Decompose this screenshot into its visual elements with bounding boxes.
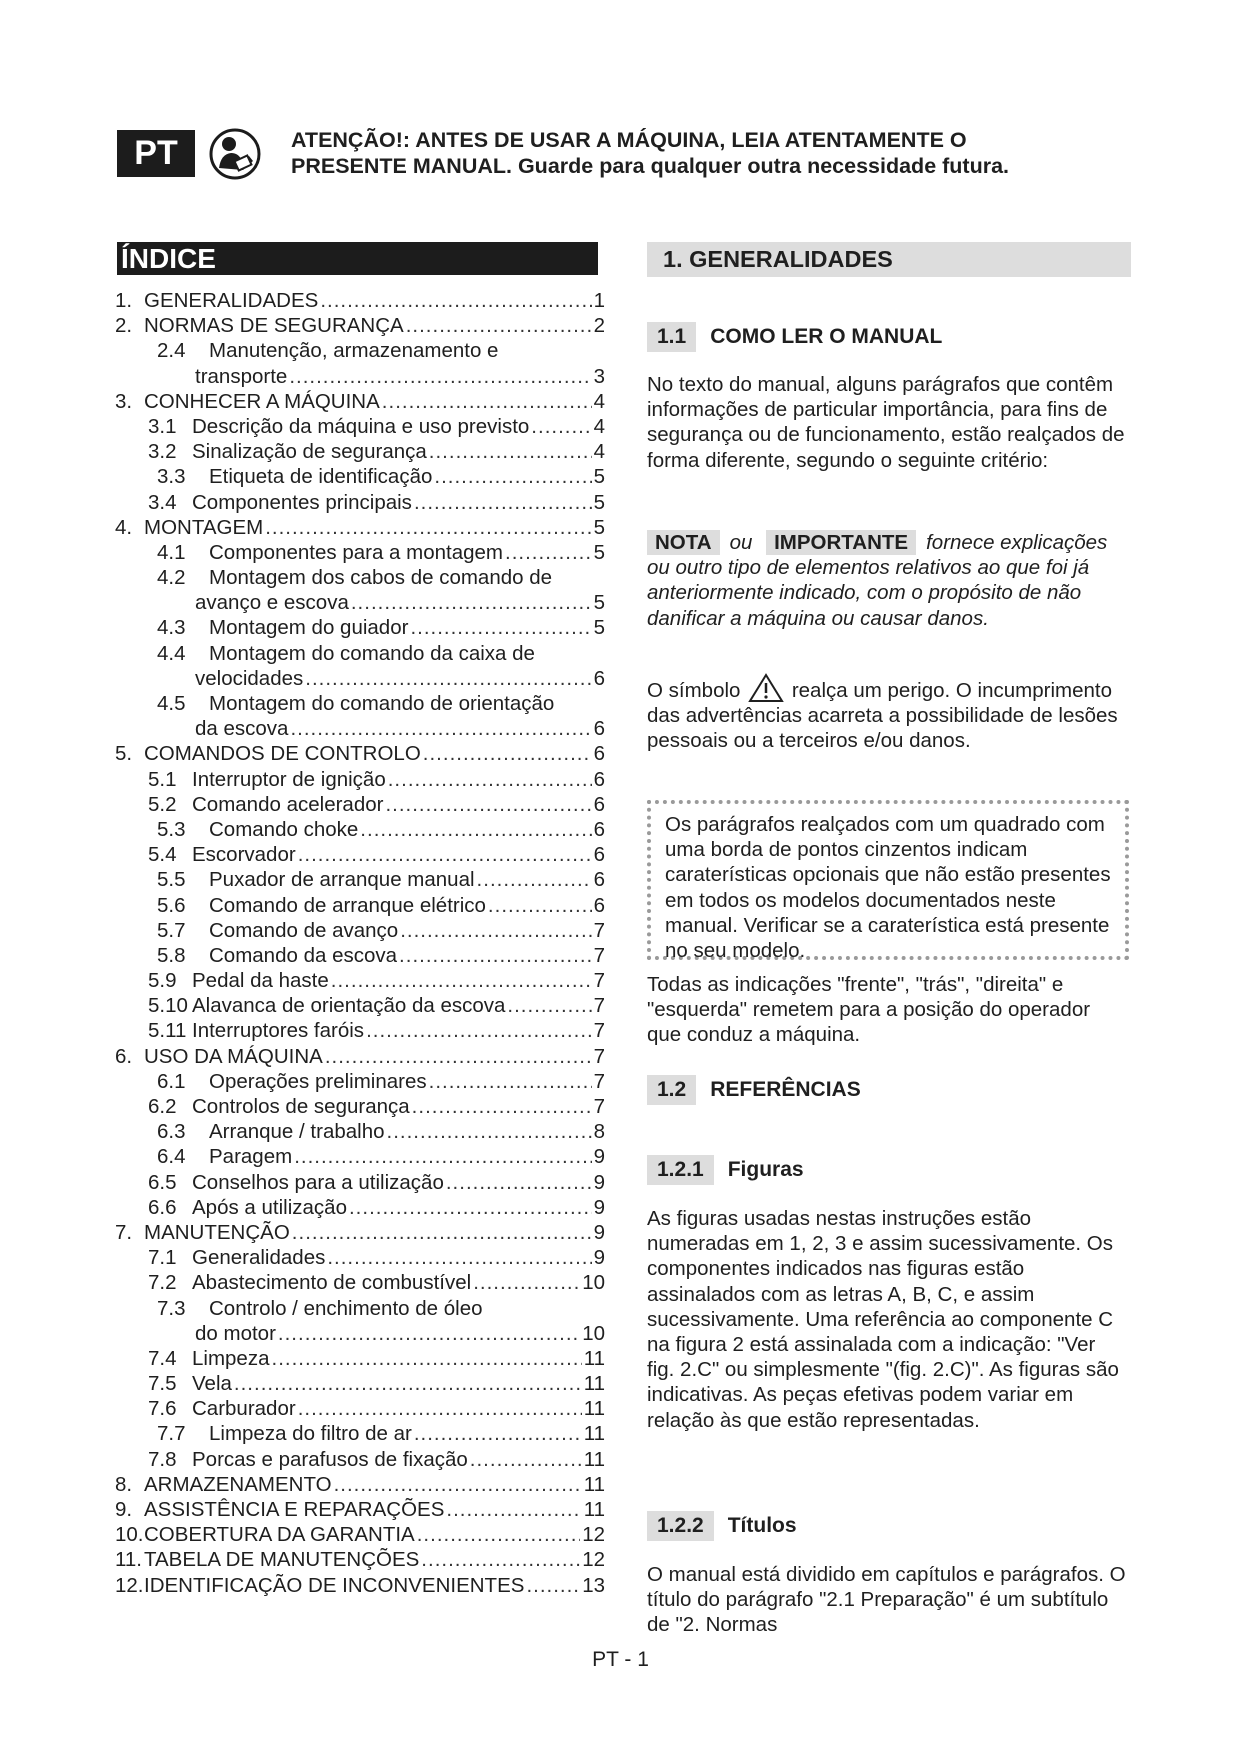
toc-leader-dots: [349, 1195, 592, 1220]
language-badge: PT: [117, 130, 195, 177]
toc-entry-page: 8: [593, 1120, 605, 1144]
toc-entry-title: Pedal da haste: [192, 969, 329, 993]
toc-entry: [115, 691, 605, 716]
toc-entry-number: 8.: [115, 1472, 133, 1496]
toc-entry-number: 7.1: [148, 1246, 177, 1270]
toc-entry-title: Sinalização de segurança: [192, 440, 427, 464]
toc-leader-dots: [410, 615, 591, 640]
warning-line-2: PRESENTE MANUAL. Guarde para qualquer outra necessidade futura.: [291, 154, 1010, 178]
subsection-title: Figuras: [727, 1158, 804, 1181]
toc-leader-dots: [298, 1396, 582, 1421]
toc-entry-page: 9: [593, 1145, 605, 1169]
toc-entry-page: 3: [593, 364, 605, 388]
toc-entry-title: Montagem dos cabos de comando de: [209, 566, 553, 590]
toc-leader-dots: [434, 464, 591, 489]
toc-entry-number: 2.: [115, 314, 133, 338]
toc-entry-number: 10.: [115, 1523, 144, 1547]
toc-entry-page: 5: [593, 591, 605, 615]
toc-entry: [115, 1144, 605, 1169]
toc-leader-dots: [417, 1522, 580, 1547]
warning-notice: [291, 127, 1091, 179]
toc-leader-dots: [305, 666, 591, 691]
toc-entry: [115, 288, 605, 313]
toc-leader-dots: [334, 1472, 582, 1497]
toc-leader-dots: [406, 313, 592, 338]
toc-entry-title: Descrição da máquina e uso previsto: [192, 414, 530, 438]
subsection-title: Títulos: [727, 1514, 797, 1537]
toc-entry-number: 7.7: [157, 1422, 186, 1446]
toc-entry-title: Operações preliminares: [209, 1069, 427, 1093]
toc-leader-dots: [429, 1069, 592, 1094]
toc-entry-number: 6.2: [148, 1095, 177, 1118]
toc-entry-title: Etiqueta de identificação: [209, 465, 433, 489]
toc-leader-dots: [421, 1547, 580, 1572]
toc-leader-dots: [385, 792, 591, 817]
toc-entry-number: 5.2: [148, 792, 177, 816]
toc-entry-title: transporte: [195, 364, 288, 388]
toc-entry-title: avanço e escova: [195, 591, 349, 615]
toc-entry-number: 5.3: [157, 817, 186, 841]
toc-leader-dots: [298, 842, 592, 867]
toc-entry-page: 4: [593, 414, 605, 438]
toc-entry-page: 7: [593, 1044, 605, 1068]
toc-leader-dots: [446, 1170, 592, 1195]
toc-entry-page: 4: [593, 440, 605, 464]
toc-entry-number: 4.2: [157, 566, 186, 590]
subsection-number: 1.1: [647, 322, 696, 352]
toc-entry-title: MANUTENÇÃO: [144, 1220, 290, 1244]
toc-entry: [115, 943, 605, 968]
toc-entry: [115, 1195, 605, 1220]
toc-leader-dots: [382, 389, 592, 414]
toc-entry-title: Comando de arranque elétrico: [209, 893, 486, 917]
toc-leader-dots: [477, 867, 592, 892]
optional-feature-text: Os parágrafos realçados com um quadrado com uma borda de pontos cinzentos indicam caraterísticas opcionais que não estão presentes em todos os modelos documentados neste manual. Verificar se a caraterística está presente no seu modelo.: [665, 813, 1111, 963]
toc-entry: [115, 1270, 605, 1295]
toc-entry-page: 5: [593, 540, 605, 564]
subsection-title: REFERÊNCIAS: [710, 1078, 861, 1101]
toc-entry: [115, 842, 605, 867]
toc-entry-page: 6: [593, 817, 605, 841]
toc-entry-number: 5.4: [148, 843, 177, 867]
toc-leader-dots: [360, 817, 591, 842]
toc-entry-title: USO DA MÁQUINA: [144, 1044, 323, 1068]
toc-entry: [115, 792, 605, 817]
toc-entry: [115, 993, 605, 1018]
toc-entry-page: 12: [582, 1548, 605, 1572]
subsection-heading-1-2-2: [647, 1511, 797, 1541]
toc-entry-page: 11: [583, 1447, 605, 1471]
titles-paragraph: O manual está dividido em capítulos e parágrafos. O título do parágrafo "2.1 Preparação" é um subtítulo de "2. Normas: [647, 1563, 1126, 1637]
toc-entry-number: 3.: [115, 389, 133, 413]
toc-entry-page: 5: [593, 490, 605, 514]
toc-entry-number: 5.11: [148, 1019, 187, 1043]
subsection-title: COMO LER O MANUAL: [710, 325, 943, 348]
toc-entry-title: COBERTURA DA GARANTIA: [144, 1523, 415, 1547]
toc-entry: [115, 1321, 605, 1346]
toc-entry-title: Manutenção, armazenamento e: [209, 339, 499, 363]
note-paragraph: [647, 530, 1127, 631]
toc-entry: [115, 1220, 605, 1245]
toc-entry: [115, 918, 605, 943]
toc-entry-page: 5: [593, 515, 605, 539]
toc-entry-page: 6: [593, 666, 605, 690]
toc-entry-page: 10: [582, 1271, 605, 1295]
toc-entry-number: 3.2: [148, 440, 177, 464]
toc-entry-number: 12.: [115, 1573, 144, 1597]
toc-entry-title: Limpeza: [192, 1346, 270, 1370]
toc-entry: [115, 716, 605, 741]
toc-entry-number: 5.10: [148, 994, 188, 1018]
toc-entry: [115, 1119, 605, 1144]
toc-entry-number: 9.: [115, 1498, 133, 1521]
toc-leader-dots: [400, 918, 591, 943]
toc-entry-number: 6.6: [148, 1195, 177, 1219]
subsection-number: 1.2.1: [647, 1155, 714, 1185]
toc-leader-dots: [470, 1447, 582, 1472]
toc-leader-dots: [423, 741, 592, 766]
toc-entry-page: 5: [593, 616, 605, 640]
toc-entry-number: 4.1: [157, 540, 186, 564]
toc-leader-dots: [290, 716, 591, 741]
toc-entry: [115, 767, 605, 792]
toc-entry-page: 6: [593, 843, 605, 867]
toc-entry: [115, 666, 605, 691]
table-of-contents: [115, 288, 605, 1598]
subsection-heading-1-1: [647, 322, 942, 352]
toc-entry: [115, 1296, 605, 1321]
subsection-heading-1-2-1: [647, 1155, 804, 1185]
toc-entry-title: TABELA DE MANUTENÇÕES: [144, 1548, 420, 1572]
toc-entry-page: 12: [582, 1523, 605, 1547]
toc-entry-title: GENERALIDADES: [144, 289, 319, 312]
toc-entry-page: 6: [593, 868, 605, 892]
toc-entry: [115, 389, 605, 414]
toc-entry: [115, 515, 605, 540]
toc-leader-dots: [234, 1371, 582, 1396]
toc-entry-page: 9: [593, 1220, 605, 1244]
toc-entry-title: Alavanca de orientação da escova: [192, 994, 506, 1018]
subsection-number: 1.2: [647, 1075, 696, 1105]
symbol-text-after: realça um perigo. O incumprimento das advertências acarreta a possibilidade de lesões pessoais ou a terceiros e/ou danos.: [647, 679, 1118, 753]
toc-entry: [115, 439, 605, 464]
toc-leader-dots: [289, 364, 591, 389]
toc-entry: [115, 867, 605, 892]
toc-entry: [115, 590, 605, 615]
toc-entry-number: 4.5: [157, 692, 186, 715]
toc-leader-dots: [366, 1018, 592, 1043]
toc-entry-page: 11: [583, 1472, 605, 1496]
toc-entry-title: Controlos de segurança: [192, 1095, 410, 1118]
toc-leader-dots: [505, 540, 592, 565]
toc-entry: [115, 1396, 605, 1421]
toc-entry-number: 7.3: [157, 1296, 186, 1320]
toc-entry-title: do motor: [195, 1321, 276, 1345]
toc-entry-title: Montagem do guiador: [209, 616, 409, 640]
toc-entry-title: Conselhos para a utilização: [192, 1170, 444, 1194]
subsection-number: 1.2.2: [647, 1511, 714, 1541]
toc-entry: [115, 1472, 605, 1497]
toc-entry: [115, 1094, 605, 1119]
toc-entry-title: Comando choke: [209, 817, 359, 841]
toc-entry-page: 10: [582, 1321, 605, 1345]
ou-word: ou: [729, 531, 753, 554]
toc-entry-page: 2: [593, 314, 605, 338]
importante-tag: IMPORTANTE: [766, 530, 916, 555]
toc-entry: [115, 1547, 605, 1572]
toc-entry-number: 5.: [115, 742, 133, 766]
toc-entry-title: ARMAZENAMENTO: [144, 1472, 332, 1496]
toc-entry: [115, 615, 605, 640]
toc-entry: [115, 893, 605, 918]
toc-entry-page: 11: [583, 1397, 605, 1421]
toc-entry-page: 7: [593, 1019, 605, 1043]
toc-entry-page: 7: [593, 943, 605, 967]
section-title: 1. GENERALIDADES: [647, 242, 1131, 277]
toc-entry-title: velocidades: [195, 666, 304, 690]
toc-entry-number: 5.7: [157, 918, 186, 942]
page-number: PT - 1: [592, 1648, 649, 1671]
subsection-heading-1-2: [647, 1075, 861, 1105]
warning-line-1: ATENÇÃO!: ANTES DE USAR A MÁQUINA, LEIA ATENTAMENTE O: [291, 128, 967, 152]
toc-entry: [115, 817, 605, 842]
figures-paragraph: As figuras usadas nestas instruções estão numeradas em 1, 2, 3 e assim sucessivamente. Os componentes indicados nas figuras estão assinalados com as letras A, B, C, e assim sucessivamente. Uma referência ao componente C na figura 2 está assinalada com a indicação: "Ver fig. 2.C" ou simplesmente "(fig. 2.C)". As figuras são indicativas. As peças efetivas podem variar em relação às que estão representadas.: [647, 1207, 1119, 1432]
reader-icon: [209, 128, 261, 180]
symbol-text-before: O símbolo: [647, 679, 741, 702]
toc-entry-number: 4.3: [157, 616, 186, 640]
toc-entry-number: 3.4: [148, 490, 177, 514]
toc-leader-dots: [387, 1119, 592, 1144]
toc-entry-title: da escova: [195, 717, 289, 741]
toc-entry: [115, 540, 605, 565]
toc-entry: [115, 641, 605, 666]
toc-entry-number: 4.4: [157, 641, 186, 665]
toc-entry-page: 11: [583, 1346, 605, 1370]
toc-entry-page: 7: [593, 918, 605, 942]
toc-entry-page: 6: [593, 893, 605, 917]
toc-entry: [115, 1421, 605, 1446]
toc-leader-dots: [272, 1346, 582, 1371]
toc-entry-number: 6.4: [157, 1145, 186, 1169]
toc-entry-page: 5: [593, 465, 605, 489]
toc-entry-number: 5.1: [148, 767, 177, 791]
toc-entry-page: 11: [583, 1372, 605, 1396]
toc-leader-dots: [507, 993, 591, 1018]
toc-entry-title: Interruptor de ignição: [192, 767, 386, 791]
toc-entry-number: 2.4: [157, 339, 186, 363]
toc-entry-title: Componentes para a montagem: [209, 540, 504, 564]
toc-entry-number: 3.3: [157, 465, 186, 489]
toc-entry: [115, 1346, 605, 1371]
toc-entry-title: COMANDOS DE CONTROLO: [144, 742, 421, 766]
toc-leader-dots: [388, 767, 592, 792]
toc-entry-title: CONHECER A MÁQUINA: [144, 389, 380, 413]
toc-leader-dots: [414, 490, 592, 515]
toc-entry: [115, 464, 605, 489]
toc-entry: [115, 1497, 605, 1522]
toc-entry: [115, 1447, 605, 1472]
index-title: ÍNDICE: [117, 242, 598, 275]
toc-entry-title: NORMAS DE SEGURANÇA: [144, 314, 404, 338]
orientation-paragraph: Todas as indicações "frente", "trás", "direita" e "esquerda" remetem para a posição do operador que conduz a máquina.: [647, 973, 1091, 1047]
hazard-symbol-paragraph: [647, 673, 1127, 754]
toc-entry-title: Montagem do comando de orientação: [209, 692, 555, 715]
toc-leader-dots: [327, 1245, 591, 1270]
toc-entry-page: 7: [593, 1069, 605, 1093]
toc-entry: [115, 741, 605, 766]
toc-entry-page: 9: [593, 1195, 605, 1219]
toc-leader-dots: [351, 590, 592, 615]
toc-entry-title: Após a utilização: [192, 1195, 347, 1219]
toc-entry: [115, 338, 605, 363]
toc-entry: [115, 364, 605, 389]
toc-leader-dots: [414, 1421, 582, 1446]
toc-entry-number: 6.1: [157, 1069, 186, 1093]
toc-entry-number: 6.5: [148, 1170, 177, 1194]
toc-entry-title: Componentes principais: [192, 490, 412, 514]
note-text: fornece explicações ou outro tipo de elementos relativos ao que foi já anteriormente indicado, com o propósito de não danificar a máquina ou causar danos.: [647, 531, 1108, 630]
toc-entry-number: 11.: [115, 1548, 142, 1572]
toc-entry: [115, 1069, 605, 1094]
toc-leader-dots: [320, 288, 591, 313]
toc-entry-number: 5.5: [157, 868, 186, 892]
toc-leader-dots: [325, 1044, 592, 1069]
toc-entry-title: Escorvador: [192, 843, 296, 867]
toc-leader-dots: [412, 1094, 592, 1119]
toc-entry-page: 4: [593, 389, 605, 413]
toc-entry: [115, 565, 605, 590]
toc-entry-number: 6.3: [157, 1120, 186, 1144]
toc-leader-dots: [265, 515, 591, 540]
toc-entry-title: ASSISTÊNCIA E REPARAÇÕES: [144, 1498, 445, 1521]
toc-entry-number: 7.8: [148, 1447, 177, 1471]
toc-entry-number: 5.8: [157, 943, 186, 967]
nota-tag: NOTA: [647, 530, 720, 555]
toc-entry: [115, 1044, 605, 1069]
toc-entry-page: 7: [593, 1095, 605, 1118]
toc-entry: [115, 414, 605, 439]
toc-entry-title: Vela: [192, 1372, 232, 1396]
toc-entry-number: 3.1: [148, 414, 177, 438]
toc-entry-page: 9: [593, 1170, 605, 1194]
toc-entry: [115, 968, 605, 993]
toc-entry-page: 13: [582, 1573, 605, 1597]
toc-entry-title: Generalidades: [192, 1246, 326, 1270]
toc-leader-dots: [473, 1270, 580, 1295]
toc-leader-dots: [399, 943, 592, 968]
toc-entry: [115, 1018, 605, 1043]
toc-entry: [115, 1573, 605, 1598]
toc-entry-page: 6: [593, 767, 605, 791]
toc-leader-dots: [488, 893, 592, 918]
toc-entry-title: MONTAGEM: [144, 515, 264, 539]
toc-entry-title: Paragem: [209, 1145, 293, 1169]
toc-entry-number: 7.4: [148, 1346, 177, 1370]
toc-entry-page: 6: [593, 717, 605, 741]
toc-entry-title: IDENTIFICAÇÃO DE INCONVENIENTES: [144, 1573, 525, 1597]
toc-entry-page: 6: [593, 742, 605, 766]
toc-entry-title: Porcas e parafusos de fixação: [192, 1447, 468, 1471]
toc-leader-dots: [331, 968, 592, 993]
toc-leader-dots: [294, 1144, 591, 1169]
toc-leader-dots: [531, 414, 591, 439]
toc-leader-dots: [429, 439, 592, 464]
toc-entry-title: Interruptores faróis: [192, 1019, 365, 1043]
toc-entry-page: 7: [593, 969, 605, 993]
toc-entry-title: Comando acelerador: [192, 792, 384, 816]
toc-entry-number: 5.6: [157, 893, 186, 917]
toc-entry: [115, 1371, 605, 1396]
toc-entry-title: Montagem do comando da caixa de: [209, 641, 535, 665]
toc-entry-page: 1: [593, 289, 605, 312]
toc-entry-page: 9: [593, 1246, 605, 1270]
toc-leader-dots: [278, 1321, 580, 1346]
toc-entry-page: 11: [583, 1422, 605, 1446]
toc-entry-title: Comando de avanço: [209, 918, 399, 942]
toc-entry: [115, 1170, 605, 1195]
warning-triangle-icon: [748, 673, 784, 703]
toc-entry-title: Limpeza do filtro de ar: [209, 1422, 412, 1446]
toc-entry-number: 7.: [115, 1220, 133, 1244]
toc-entry-title: Arranque / trabalho: [209, 1120, 385, 1144]
toc-entry-title: Abastecimento de combustível: [192, 1271, 472, 1295]
toc-entry: [115, 313, 605, 338]
toc-entry-number: 7.2: [148, 1271, 177, 1295]
toc-entry-number: 1.: [115, 289, 133, 312]
toc-entry: [115, 1522, 605, 1547]
toc-entry-number: 7.6: [148, 1397, 177, 1421]
toc-entry-number: 5.9: [148, 969, 177, 993]
toc-entry-number: 4.: [115, 515, 133, 539]
toc-entry-page: 7: [593, 994, 605, 1018]
toc-entry-number: 7.5: [148, 1372, 177, 1396]
toc-entry: [115, 1245, 605, 1270]
toc-entry-page: 6: [593, 792, 605, 816]
toc-entry-title: Puxador de arranque manual: [209, 868, 475, 892]
toc-entry: [115, 490, 605, 515]
intro-paragraph: No texto do manual, alguns parágrafos que contêm informações de particular importância, para fins de segurança ou de funcionamento, estão realçados de forma diferente, segundo o seguinte critério:: [647, 373, 1125, 472]
toc-entry-title: Comando da escova: [209, 943, 398, 967]
toc-leader-dots: [446, 1497, 581, 1522]
toc-entry-page: 11: [583, 1498, 605, 1521]
toc-entry-number: 6.: [115, 1044, 133, 1068]
toc-entry-title: Carburador: [192, 1397, 296, 1421]
toc-leader-dots: [292, 1220, 592, 1245]
toc-entry-title: Controlo / enchimento de óleo: [209, 1296, 483, 1320]
optional-feature-box: [647, 800, 1129, 963]
toc-leader-dots: [526, 1573, 580, 1598]
